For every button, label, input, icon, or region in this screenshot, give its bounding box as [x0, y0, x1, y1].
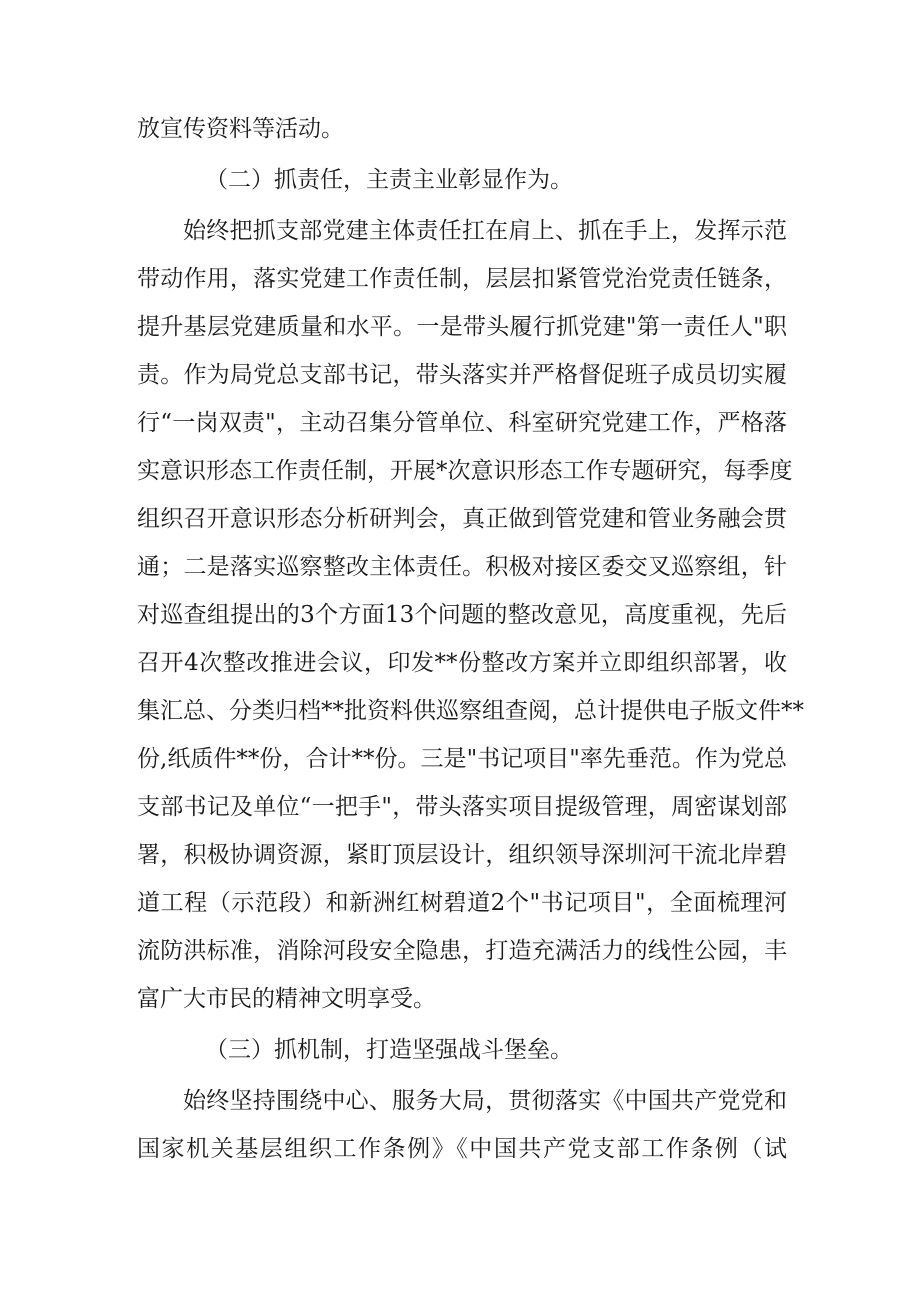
paragraph-line-8: 实意识形态工作责任制，开展*次意识形态工作专题研究，每季度 [137, 458, 793, 484]
paragraph-line-1: 放宣传资料等活动。 [137, 116, 344, 142]
paragraph-line-6: 责。作为局党总支部书记，带头落实并严格督促班子成员切实履 [137, 362, 787, 388]
paragraph-line-21: 始终坚持围绕中心、服务大局，贯彻落实《中国共产党党和 [183, 1088, 787, 1114]
paragraph-line-5: 提升基层党建质量和水平。一是带头履行抓党建"第一责任人"职 [137, 314, 787, 340]
paragraph-line-3: 始终把抓支部党建主体责任扛在肩上、抓在手上，发挥示范 [183, 218, 787, 244]
paragraph-line-11: 对巡查组提出的3个方面13个问题的整改意见，高度重视，先后 [137, 602, 787, 628]
paragraph-line-4: 带动作用，落实党建工作责任制，层层扣紧管党治党责任链条， [137, 266, 787, 292]
paragraph-line-15: 支部书记及单位“一把手"，带头落实项目提级管理，周密谋划部 [137, 794, 787, 820]
section-heading-3: （三）抓机制，打造坚强战斗堡垒。 [205, 1037, 573, 1063]
paragraph-line-18: 流防洪标准，消除河段安全隐患，打造充满活力的线性公园，丰 [137, 938, 787, 964]
paragraph-line-16: 署，积极协调资源，紧盯顶层设计，组织领导深圳河干流北岸碧 [137, 842, 787, 868]
paragraph-line-22: 国家机关基层组织工作条例》《中国共产党支部工作条例（试 [137, 1136, 787, 1162]
paragraph-line-13: 集汇总、分类归档**批资料供巡察组查阅，总计提供电子版文件** [137, 698, 804, 724]
paragraph-line-17: 道工程（示范段）和新洲红树碧道2个"书记项目"，全面梳理河 [137, 890, 787, 916]
paragraph-line-7: 行“一岗双责"，主动召集分管单位、科室研究党建工作，严格落 [137, 410, 787, 436]
paragraph-line-9: 组织召开意识形态分析研判会，真正做到管党建和管业务融会贯 [137, 506, 787, 532]
paragraph-line-10: 通；二是落实巡察整改主体责任。积极对接区委交叉巡察组，针 [137, 554, 787, 580]
paragraph-line-12: 召开4次整改推进会议，印发**份整改方案并立即组织部署，收 [137, 650, 787, 676]
paragraph-line-19: 富广大市民的精神文明享受。 [137, 986, 436, 1012]
section-heading-2: （二）抓责任，主责主业彰显作为。 [205, 167, 573, 193]
paragraph-line-14: 份,纸质件**份，合计**份。三是"书记项目"率先垂范。作为党总 [137, 746, 787, 772]
